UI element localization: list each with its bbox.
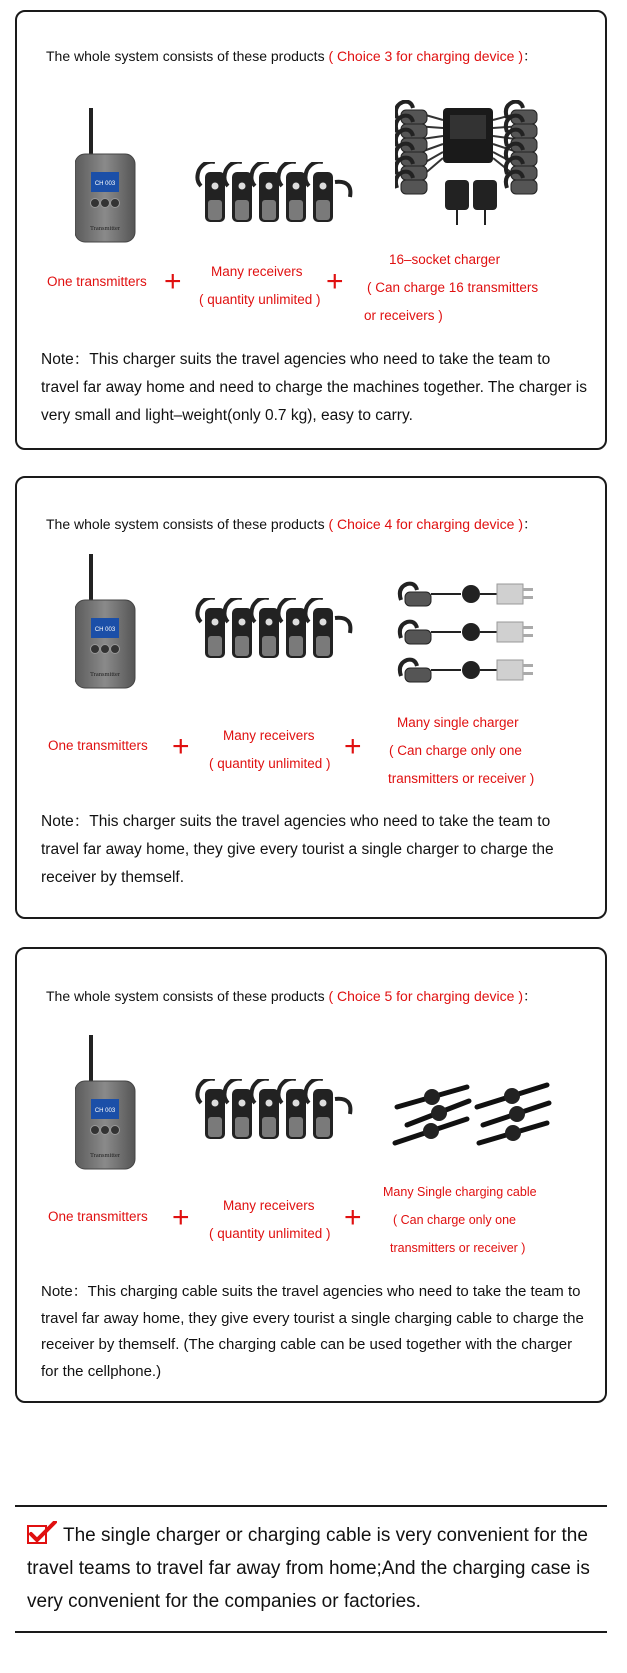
panel-note: Note：This charging cable suits the travel agencies who need to take the team to travel far away home, they give every tourist a single charging cable to charge the receiver by themself. (The charging cable can be used together with the charger for the cellphone.) — [41, 1283, 584, 1380]
plus-icon: + — [164, 265, 182, 298]
label-receivers: Many receivers — [211, 264, 303, 279]
plus-icon: + — [344, 1201, 362, 1234]
product-panel-choice-5 — [15, 947, 607, 1403]
summary-box — [15, 1505, 607, 1633]
label-charger-desc-2: or receivers ) — [364, 308, 443, 323]
multi-socket-charger-icon — [395, 100, 545, 230]
label-receivers-qty: ( quantity unlimited ) — [209, 1226, 331, 1241]
label-charger: Many Single charging cable — [383, 1185, 537, 1199]
label-charger: Many single charger — [397, 715, 519, 730]
transmitter-icon — [75, 554, 137, 690]
label-transmitter: One transmitters — [47, 274, 147, 289]
plus-icon: + — [326, 265, 344, 298]
label-charger-desc: ( Can charge only one — [393, 1213, 516, 1227]
plus-icon: + — [172, 730, 190, 763]
label-receivers-qty: ( quantity unlimited ) — [209, 756, 331, 771]
plus-icon: + — [344, 730, 362, 763]
label-transmitter: One transmitters — [48, 1209, 148, 1224]
label-charger: 16–socket charger — [389, 252, 501, 267]
label-charger-desc: ( Can charge only one — [389, 743, 522, 758]
panel-note: Note：This charger suits the travel agencies who need to take the team to travel far away home, they give every tourist a single charger to charge the receiver by themself. — [41, 813, 554, 886]
label-charger-desc: ( Can charge 16 transmitters — [367, 280, 539, 295]
plus-icon: + — [172, 1201, 190, 1234]
panel-headline: The whole system consists of these products ( Choice 3 for charging device )： — [46, 48, 538, 64]
product-panel-choice-4 — [15, 476, 607, 919]
single-charger-icon — [397, 578, 547, 690]
receivers-icon — [185, 162, 365, 232]
panel-note: Note：This charger suits the travel agencies who need to take the team to travel far away home and need to charge the machines together. The charger is very small and light–weight(only 0.7 kg), easy to carry. — [41, 351, 587, 424]
transmitter-icon — [75, 108, 137, 244]
receivers-icon — [185, 598, 365, 668]
product-panel-choice-3 — [15, 10, 607, 450]
checkmark-icon — [27, 1521, 57, 1545]
label-charger-desc-2: transmitters or receiver ) — [390, 1241, 526, 1255]
panel-headline: The whole system consists of these products ( Choice 5 for charging device )： — [46, 988, 538, 1004]
label-receivers-qty: ( quantity unlimited ) — [199, 292, 321, 307]
panel-headline: The whole system consists of these products ( Choice 4 for charging device )： — [46, 516, 538, 532]
label-receivers: Many receivers — [223, 728, 315, 743]
receivers-icon — [185, 1079, 365, 1149]
summary-text — [27, 1519, 617, 1618]
label-charger-desc-2: transmitters or receiver ) — [388, 771, 535, 786]
transmitter-icon — [75, 1035, 137, 1171]
charging-cable-icon — [387, 1077, 557, 1157]
label-receivers: Many receivers — [223, 1198, 315, 1213]
summary-text-content: The single charger or charging cable is very convenient for the travel teams to travel far away from home;And the charging case is very convenient for the companies or factories. — [27, 1525, 590, 1612]
label-transmitter: One transmitters — [48, 738, 148, 753]
